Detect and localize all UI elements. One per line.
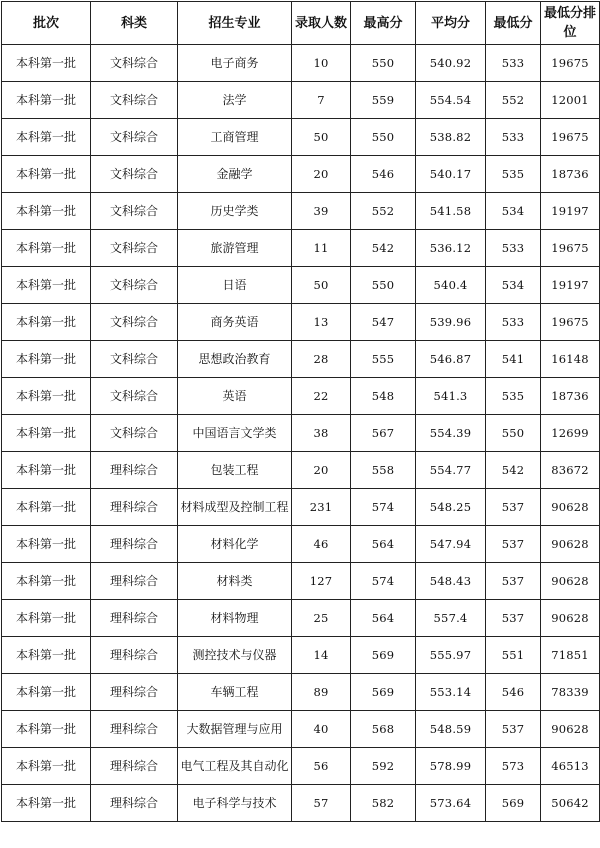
cell-batch: 本科第一批: [2, 785, 91, 822]
cell-min-score: 534: [486, 267, 541, 304]
table-body: [2, 45, 600, 822]
cell-max-score: 547: [351, 304, 416, 341]
table-row: [2, 341, 600, 378]
header-max-score: 最高分: [351, 2, 416, 45]
cell-avg-score: 540.17: [416, 156, 486, 193]
cell-batch: 本科第一批: [2, 748, 91, 785]
cell-avg-score: 546.87: [416, 341, 486, 378]
table-row: [2, 563, 600, 600]
cell-admitted-count: 25: [292, 600, 351, 637]
cell-min-score: 542: [486, 452, 541, 489]
cell-max-score: 582: [351, 785, 416, 822]
cell-major: 商务英语: [178, 304, 292, 341]
cell-min-rank: 46513: [541, 748, 600, 785]
table-row: [2, 267, 600, 304]
cell-avg-score: 541.3: [416, 378, 486, 415]
table-row: [2, 637, 600, 674]
cell-min-score: 533: [486, 119, 541, 156]
cell-min-score: 551: [486, 637, 541, 674]
cell-max-score: 568: [351, 711, 416, 748]
cell-major: 思想政治教育: [178, 341, 292, 378]
cell-admitted-count: 50: [292, 267, 351, 304]
table-row: [2, 452, 600, 489]
cell-max-score: 559: [351, 82, 416, 119]
table-row: [2, 378, 600, 415]
cell-admitted-count: 11: [292, 230, 351, 267]
table-row: [2, 674, 600, 711]
cell-batch: 本科第一批: [2, 452, 91, 489]
cell-max-score: 552: [351, 193, 416, 230]
cell-category: 文科综合: [91, 82, 178, 119]
cell-min-rank: 19197: [541, 267, 600, 304]
cell-category: 理科综合: [91, 674, 178, 711]
cell-min-rank: 90628: [541, 711, 600, 748]
cell-min-rank: 19675: [541, 304, 600, 341]
cell-avg-score: 553.14: [416, 674, 486, 711]
cell-min-rank: 90628: [541, 600, 600, 637]
cell-avg-score: 548.59: [416, 711, 486, 748]
table-row: [2, 45, 600, 82]
table-row: [2, 193, 600, 230]
cell-avg-score: 548.43: [416, 563, 486, 600]
cell-max-score: 567: [351, 415, 416, 452]
cell-min-rank: 16148: [541, 341, 600, 378]
cell-batch: 本科第一批: [2, 267, 91, 304]
cell-avg-score: 548.25: [416, 489, 486, 526]
cell-avg-score: 554.39: [416, 415, 486, 452]
cell-category: 文科综合: [91, 378, 178, 415]
cell-category: 理科综合: [91, 526, 178, 563]
cell-admitted-count: 39: [292, 193, 351, 230]
table-row: [2, 230, 600, 267]
cell-min-score: 546: [486, 674, 541, 711]
table-row: [2, 711, 600, 748]
table-row: [2, 415, 600, 452]
cell-min-rank: 18736: [541, 378, 600, 415]
cell-category: 文科综合: [91, 193, 178, 230]
cell-avg-score: 555.97: [416, 637, 486, 674]
cell-major: 包装工程: [178, 452, 292, 489]
header-major: 招生专业: [178, 2, 292, 45]
cell-max-score: 550: [351, 119, 416, 156]
cell-max-score: 574: [351, 489, 416, 526]
cell-admitted-count: 40: [292, 711, 351, 748]
cell-category: 理科综合: [91, 637, 178, 674]
cell-min-score: 552: [486, 82, 541, 119]
table-row: [2, 156, 600, 193]
cell-major: 旅游管理: [178, 230, 292, 267]
cell-min-score: 537: [486, 711, 541, 748]
cell-category: 文科综合: [91, 267, 178, 304]
header-row: [2, 2, 600, 45]
table-row: [2, 82, 600, 119]
cell-min-rank: 12001: [541, 82, 600, 119]
cell-major: 电气工程及其自动化: [178, 748, 292, 785]
cell-batch: 本科第一批: [2, 304, 91, 341]
cell-max-score: 542: [351, 230, 416, 267]
cell-admitted-count: 56: [292, 748, 351, 785]
cell-category: 理科综合: [91, 563, 178, 600]
cell-major: 中国语言文学类: [178, 415, 292, 452]
cell-batch: 本科第一批: [2, 82, 91, 119]
cell-min-rank: 19197: [541, 193, 600, 230]
cell-major: 材料物理: [178, 600, 292, 637]
cell-category: 理科综合: [91, 600, 178, 637]
table-row: [2, 489, 600, 526]
cell-major: 电子科学与技术: [178, 785, 292, 822]
cell-major: 英语: [178, 378, 292, 415]
cell-max-score: 550: [351, 45, 416, 82]
cell-batch: 本科第一批: [2, 415, 91, 452]
cell-min-score: 550: [486, 415, 541, 452]
cell-min-score: 535: [486, 378, 541, 415]
cell-admitted-count: 127: [292, 563, 351, 600]
cell-max-score: 550: [351, 267, 416, 304]
cell-category: 理科综合: [91, 711, 178, 748]
cell-admitted-count: 28: [292, 341, 351, 378]
admission-scores-table: [1, 1, 600, 822]
cell-max-score: 546: [351, 156, 416, 193]
cell-min-rank: 90628: [541, 489, 600, 526]
cell-min-score: 573: [486, 748, 541, 785]
cell-category: 文科综合: [91, 156, 178, 193]
cell-min-score: 537: [486, 600, 541, 637]
cell-min-rank: 50642: [541, 785, 600, 822]
cell-min-rank: 12699: [541, 415, 600, 452]
cell-major: 历史学类: [178, 193, 292, 230]
cell-admitted-count: 7: [292, 82, 351, 119]
cell-category: 文科综合: [91, 415, 178, 452]
cell-avg-score: 540.92: [416, 45, 486, 82]
cell-admitted-count: 89: [292, 674, 351, 711]
cell-min-rank: 90628: [541, 563, 600, 600]
cell-major: 金融学: [178, 156, 292, 193]
cell-batch: 本科第一批: [2, 526, 91, 563]
cell-batch: 本科第一批: [2, 711, 91, 748]
table-row: [2, 600, 600, 637]
header-admitted-count: 录取人数: [292, 2, 351, 45]
cell-max-score: 569: [351, 637, 416, 674]
table-row: [2, 304, 600, 341]
cell-min-rank: 90628: [541, 526, 600, 563]
cell-max-score: 555: [351, 341, 416, 378]
cell-major: 材料类: [178, 563, 292, 600]
cell-category: 文科综合: [91, 304, 178, 341]
cell-admitted-count: 22: [292, 378, 351, 415]
cell-batch: 本科第一批: [2, 563, 91, 600]
cell-major: 车辆工程: [178, 674, 292, 711]
cell-min-score: 537: [486, 563, 541, 600]
cell-batch: 本科第一批: [2, 45, 91, 82]
cell-max-score: 548: [351, 378, 416, 415]
header-min-rank: 最低分排位: [541, 2, 600, 45]
cell-avg-score: 539.96: [416, 304, 486, 341]
header-batch: 批次: [2, 2, 91, 45]
cell-min-score: 541: [486, 341, 541, 378]
cell-min-rank: 78339: [541, 674, 600, 711]
cell-admitted-count: 46: [292, 526, 351, 563]
cell-major: 测控技术与仪器: [178, 637, 292, 674]
cell-admitted-count: 13: [292, 304, 351, 341]
cell-admitted-count: 14: [292, 637, 351, 674]
cell-avg-score: 536.12: [416, 230, 486, 267]
cell-admitted-count: 50: [292, 119, 351, 156]
cell-avg-score: 547.94: [416, 526, 486, 563]
cell-avg-score: 557.4: [416, 600, 486, 637]
cell-avg-score: 573.64: [416, 785, 486, 822]
cell-min-score: 533: [486, 230, 541, 267]
cell-min-score: 533: [486, 304, 541, 341]
cell-min-score: 537: [486, 489, 541, 526]
cell-avg-score: 538.82: [416, 119, 486, 156]
cell-category: 文科综合: [91, 119, 178, 156]
table-row: [2, 119, 600, 156]
cell-min-score: 535: [486, 156, 541, 193]
cell-min-score: 569: [486, 785, 541, 822]
cell-batch: 本科第一批: [2, 193, 91, 230]
cell-max-score: 564: [351, 600, 416, 637]
cell-admitted-count: 10: [292, 45, 351, 82]
cell-major: 法学: [178, 82, 292, 119]
cell-category: 理科综合: [91, 785, 178, 822]
cell-major: 大数据管理与应用: [178, 711, 292, 748]
cell-major: 材料化学: [178, 526, 292, 563]
cell-batch: 本科第一批: [2, 637, 91, 674]
cell-batch: 本科第一批: [2, 341, 91, 378]
cell-category: 理科综合: [91, 489, 178, 526]
cell-admitted-count: 231: [292, 489, 351, 526]
cell-admitted-count: 20: [292, 156, 351, 193]
cell-major: 电子商务: [178, 45, 292, 82]
cell-category: 文科综合: [91, 45, 178, 82]
cell-min-score: 537: [486, 526, 541, 563]
cell-min-rank: 19675: [541, 230, 600, 267]
cell-max-score: 592: [351, 748, 416, 785]
cell-category: 文科综合: [91, 230, 178, 267]
cell-avg-score: 541.58: [416, 193, 486, 230]
cell-category: 文科综合: [91, 341, 178, 378]
cell-admitted-count: 57: [292, 785, 351, 822]
cell-major: 材料成型及控制工程: [178, 489, 292, 526]
cell-avg-score: 554.54: [416, 82, 486, 119]
cell-major: 日语: [178, 267, 292, 304]
cell-min-rank: 83672: [541, 452, 600, 489]
cell-avg-score: 578.99: [416, 748, 486, 785]
cell-admitted-count: 20: [292, 452, 351, 489]
table-row: [2, 785, 600, 822]
cell-max-score: 574: [351, 563, 416, 600]
cell-min-rank: 71851: [541, 637, 600, 674]
header-category: 科类: [91, 2, 178, 45]
cell-batch: 本科第一批: [2, 600, 91, 637]
cell-max-score: 558: [351, 452, 416, 489]
cell-category: 理科综合: [91, 748, 178, 785]
cell-min-rank: 19675: [541, 45, 600, 82]
cell-min-score: 534: [486, 193, 541, 230]
cell-batch: 本科第一批: [2, 674, 91, 711]
cell-batch: 本科第一批: [2, 156, 91, 193]
cell-min-score: 533: [486, 45, 541, 82]
cell-major: 工商管理: [178, 119, 292, 156]
cell-batch: 本科第一批: [2, 230, 91, 267]
cell-category: 理科综合: [91, 452, 178, 489]
cell-batch: 本科第一批: [2, 378, 91, 415]
header-avg-score: 平均分: [416, 2, 486, 45]
table-row: [2, 526, 600, 563]
cell-avg-score: 554.77: [416, 452, 486, 489]
cell-admitted-count: 38: [292, 415, 351, 452]
cell-batch: 本科第一批: [2, 489, 91, 526]
table-row: [2, 748, 600, 785]
cell-min-rank: 19675: [541, 119, 600, 156]
cell-min-rank: 18736: [541, 156, 600, 193]
cell-max-score: 564: [351, 526, 416, 563]
cell-avg-score: 540.4: [416, 267, 486, 304]
cell-batch: 本科第一批: [2, 119, 91, 156]
header-min-score: 最低分: [486, 2, 541, 45]
cell-max-score: 569: [351, 674, 416, 711]
